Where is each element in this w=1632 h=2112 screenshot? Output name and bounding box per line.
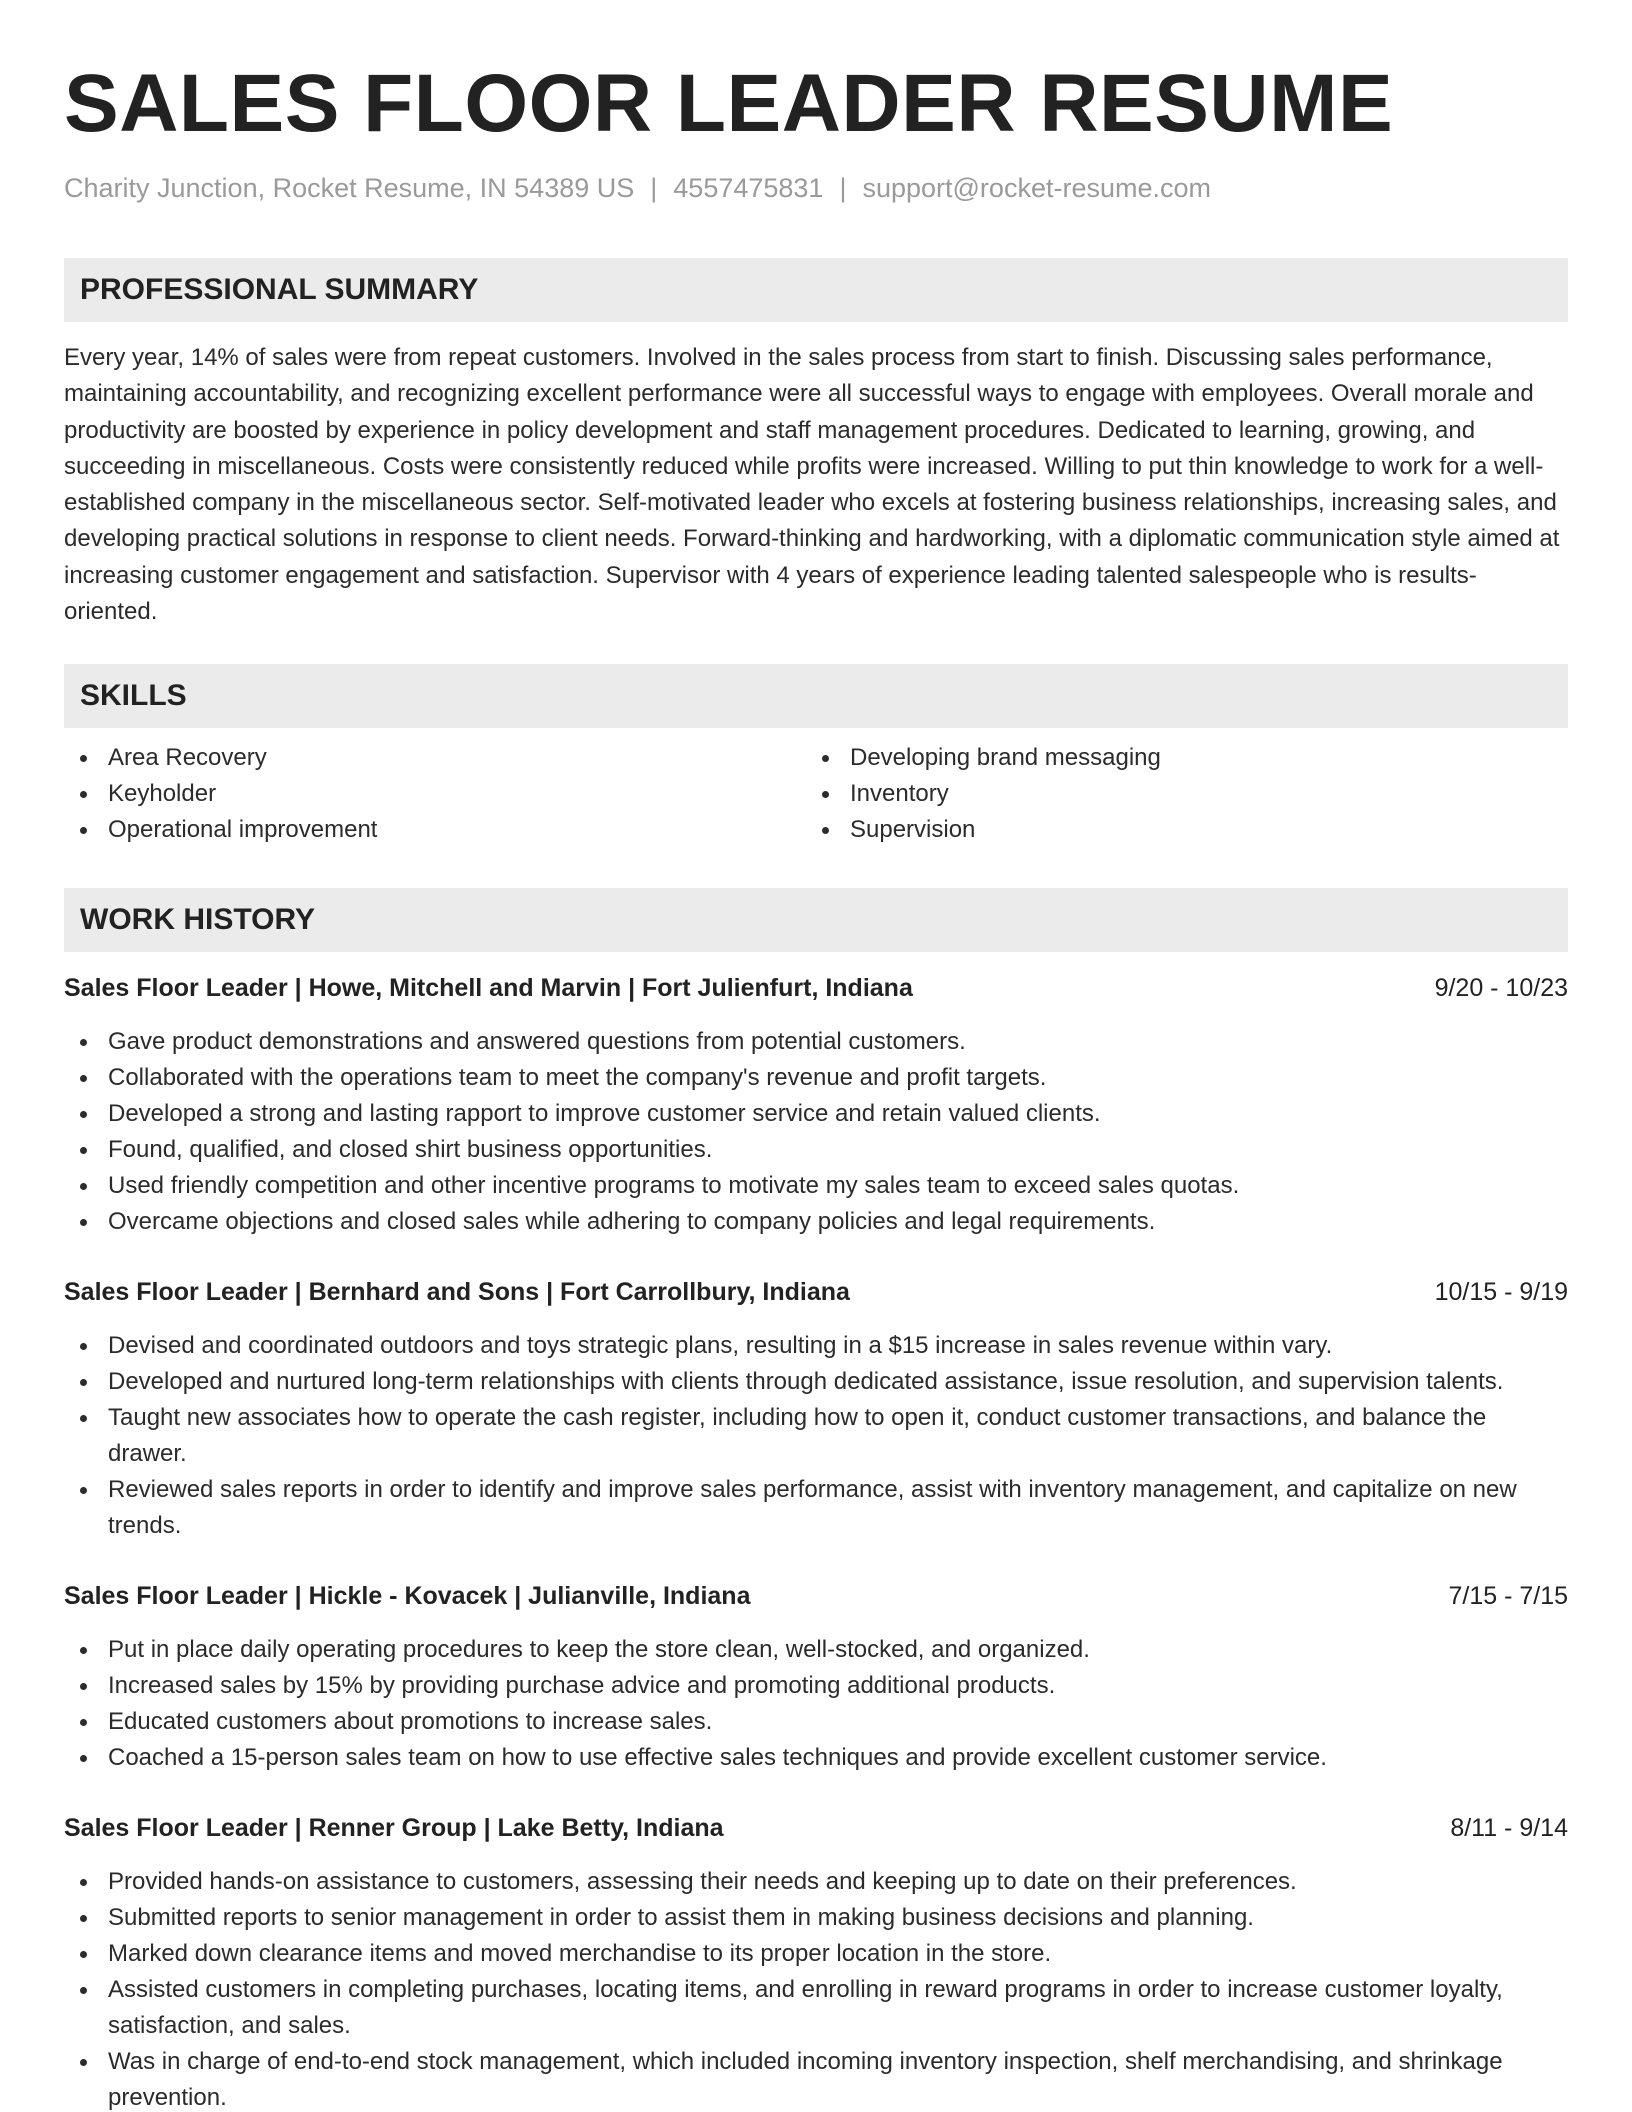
contact-phone: 4557475831: [673, 173, 824, 203]
job-bullet: Increased sales by 15% by providing purchase advice and promoting additional products.: [64, 1668, 1568, 1704]
job-entry: [64, 1578, 1568, 1776]
job-entry: [64, 1810, 1568, 2112]
job-bullet: Taught new associates how to operate the cash register, including how to open it, conduct customer transactions, and balance the drawer.: [64, 1400, 1568, 1472]
job-header: [64, 1578, 1568, 1614]
skill-item: Area Recovery: [64, 740, 806, 776]
job-bullet: Gave product demonstrations and answered questions from potential customers.: [64, 1024, 1568, 1060]
skill-item: Operational improvement: [64, 812, 806, 848]
job-bullet: Submitted reports to senior management in order to assist them in making business decisions and planning.: [64, 1900, 1568, 1936]
contact-line: [64, 170, 1568, 206]
skill-item: Developing brand messaging: [806, 740, 1548, 776]
job-bullet: Coached a 15-person sales team on how to use effective sales techniques and provide excellent customer service.: [64, 1740, 1568, 1776]
job-header: [64, 1810, 1568, 1846]
job-bullet: Educated customers about promotions to increase sales.: [64, 1704, 1568, 1740]
job-dates: 9/20 - 10/23: [1434, 974, 1568, 1003]
job-entry: [64, 970, 1568, 1240]
summary-heading: PROFESSIONAL SUMMARY: [64, 258, 1568, 322]
job-header: [64, 970, 1568, 1006]
job-bullets: [64, 1024, 1568, 1240]
skills-heading: SKILLS: [64, 664, 1568, 728]
job-bullet: Used friendly competition and other incentive programs to motivate my sales team to exceed sales quotas.: [64, 1168, 1568, 1204]
job-bullet: Collaborated with the operations team to meet the company's revenue and profit targets.: [64, 1060, 1568, 1096]
contact-address: Charity Junction, Rocket Resume, IN 54389 US: [64, 173, 635, 203]
job-bullet: Overcame objections and closed sales while adhering to company policies and legal requirements.: [64, 1204, 1568, 1240]
job-dates: 8/11 - 9/14: [1450, 1814, 1568, 1843]
job-dates: 7/15 - 7/15: [1448, 1582, 1568, 1611]
skills-column-left: [64, 740, 806, 848]
skill-item: Keyholder: [64, 776, 806, 812]
skills-column-right: [806, 740, 1548, 848]
job-header: [64, 1274, 1568, 1310]
contact-email: support@rocket-resume.com: [862, 173, 1211, 203]
contact-separator: |: [650, 173, 658, 203]
contact-separator: |: [839, 173, 847, 203]
skill-item: Inventory: [806, 776, 1548, 812]
resume-title: SALES FLOOR LEADER RESUME: [64, 58, 1394, 149]
job-bullets: [64, 1864, 1568, 2112]
summary-text: Every year, 14% of sales were from repeat customers. Involved in the sales process from start to finish. Discussing sales performance, maintaining accountability, and recognizing excellent performance were all successful ways to engage with employees. Overall morale and productivity are boosted by experience in policy development and staff management procedures. Dedicated to learning, growing, and succeeding in miscellaneous. Costs were consistently reduced while profits were increased. Willing to put thin knowledge to work for a well-established company in the miscellaneous sector. Self-motivated leader who excels at fostering business relationships, increasing sales, and developing practical solutions in response to client needs. Forward-thinking and hardworking, with a diplomatic communication style aimed at increasing customer engagement and satisfaction. Supervisor with 4 years of experience leading talented salespeople who is results-oriented.: [64, 344, 1560, 626]
skill-item: Supervision: [806, 812, 1548, 848]
job-title: Sales Floor Leader | Bernhard and Sons | Fort Carrollbury, Indiana: [64, 1278, 850, 1307]
job-title: Sales Floor Leader | Hickle - Kovacek | Julianville, Indiana: [64, 1582, 751, 1611]
job-title: Sales Floor Leader | Renner Group | Lake Betty, Indiana: [64, 1814, 724, 1843]
job-bullet: Devised and coordinated outdoors and toys strategic plans, resulting in a $15 increase in sales revenue within vary.: [64, 1328, 1568, 1364]
job-bullet: Developed a strong and lasting rapport to improve customer service and retain valued clients.: [64, 1096, 1568, 1132]
job-bullet: Reviewed sales reports in order to identify and improve sales performance, assist with inventory management, and capitalize on new trends.: [64, 1472, 1568, 1544]
skills-list: [64, 740, 1568, 848]
job-dates: 10/15 - 9/19: [1434, 1278, 1568, 1307]
job-bullet: Was in charge of end-to-end stock management, which included incoming inventory inspection, shelf merchandising, and shrinkage prevention.: [64, 2044, 1568, 2112]
job-bullet: Found, qualified, and closed shirt business opportunities.: [64, 1132, 1568, 1168]
job-bullet: Marked down clearance items and moved merchandise to its proper location in the store.: [64, 1936, 1568, 1972]
job-bullet: Provided hands-on assistance to customers, assessing their needs and keeping up to date on their preferences.: [64, 1864, 1568, 1900]
job-title: Sales Floor Leader | Howe, Mitchell and Marvin | Fort Julienfurt, Indiana: [64, 974, 913, 1003]
job-entry: [64, 1274, 1568, 1544]
job-bullets: [64, 1328, 1568, 1544]
work-history-heading: WORK HISTORY: [64, 888, 1568, 952]
job-bullet: Assisted customers in completing purchases, locating items, and enrolling in reward programs in order to increase customer loyalty, satisfaction, and sales.: [64, 1972, 1568, 2044]
job-bullets: [64, 1632, 1568, 1776]
job-bullet: Put in place daily operating procedures to keep the store clean, well-stocked, and organized.: [64, 1632, 1568, 1668]
job-bullet: Developed and nurtured long-term relationships with clients through dedicated assistance, issue resolution, and supervision talents.: [64, 1364, 1568, 1400]
